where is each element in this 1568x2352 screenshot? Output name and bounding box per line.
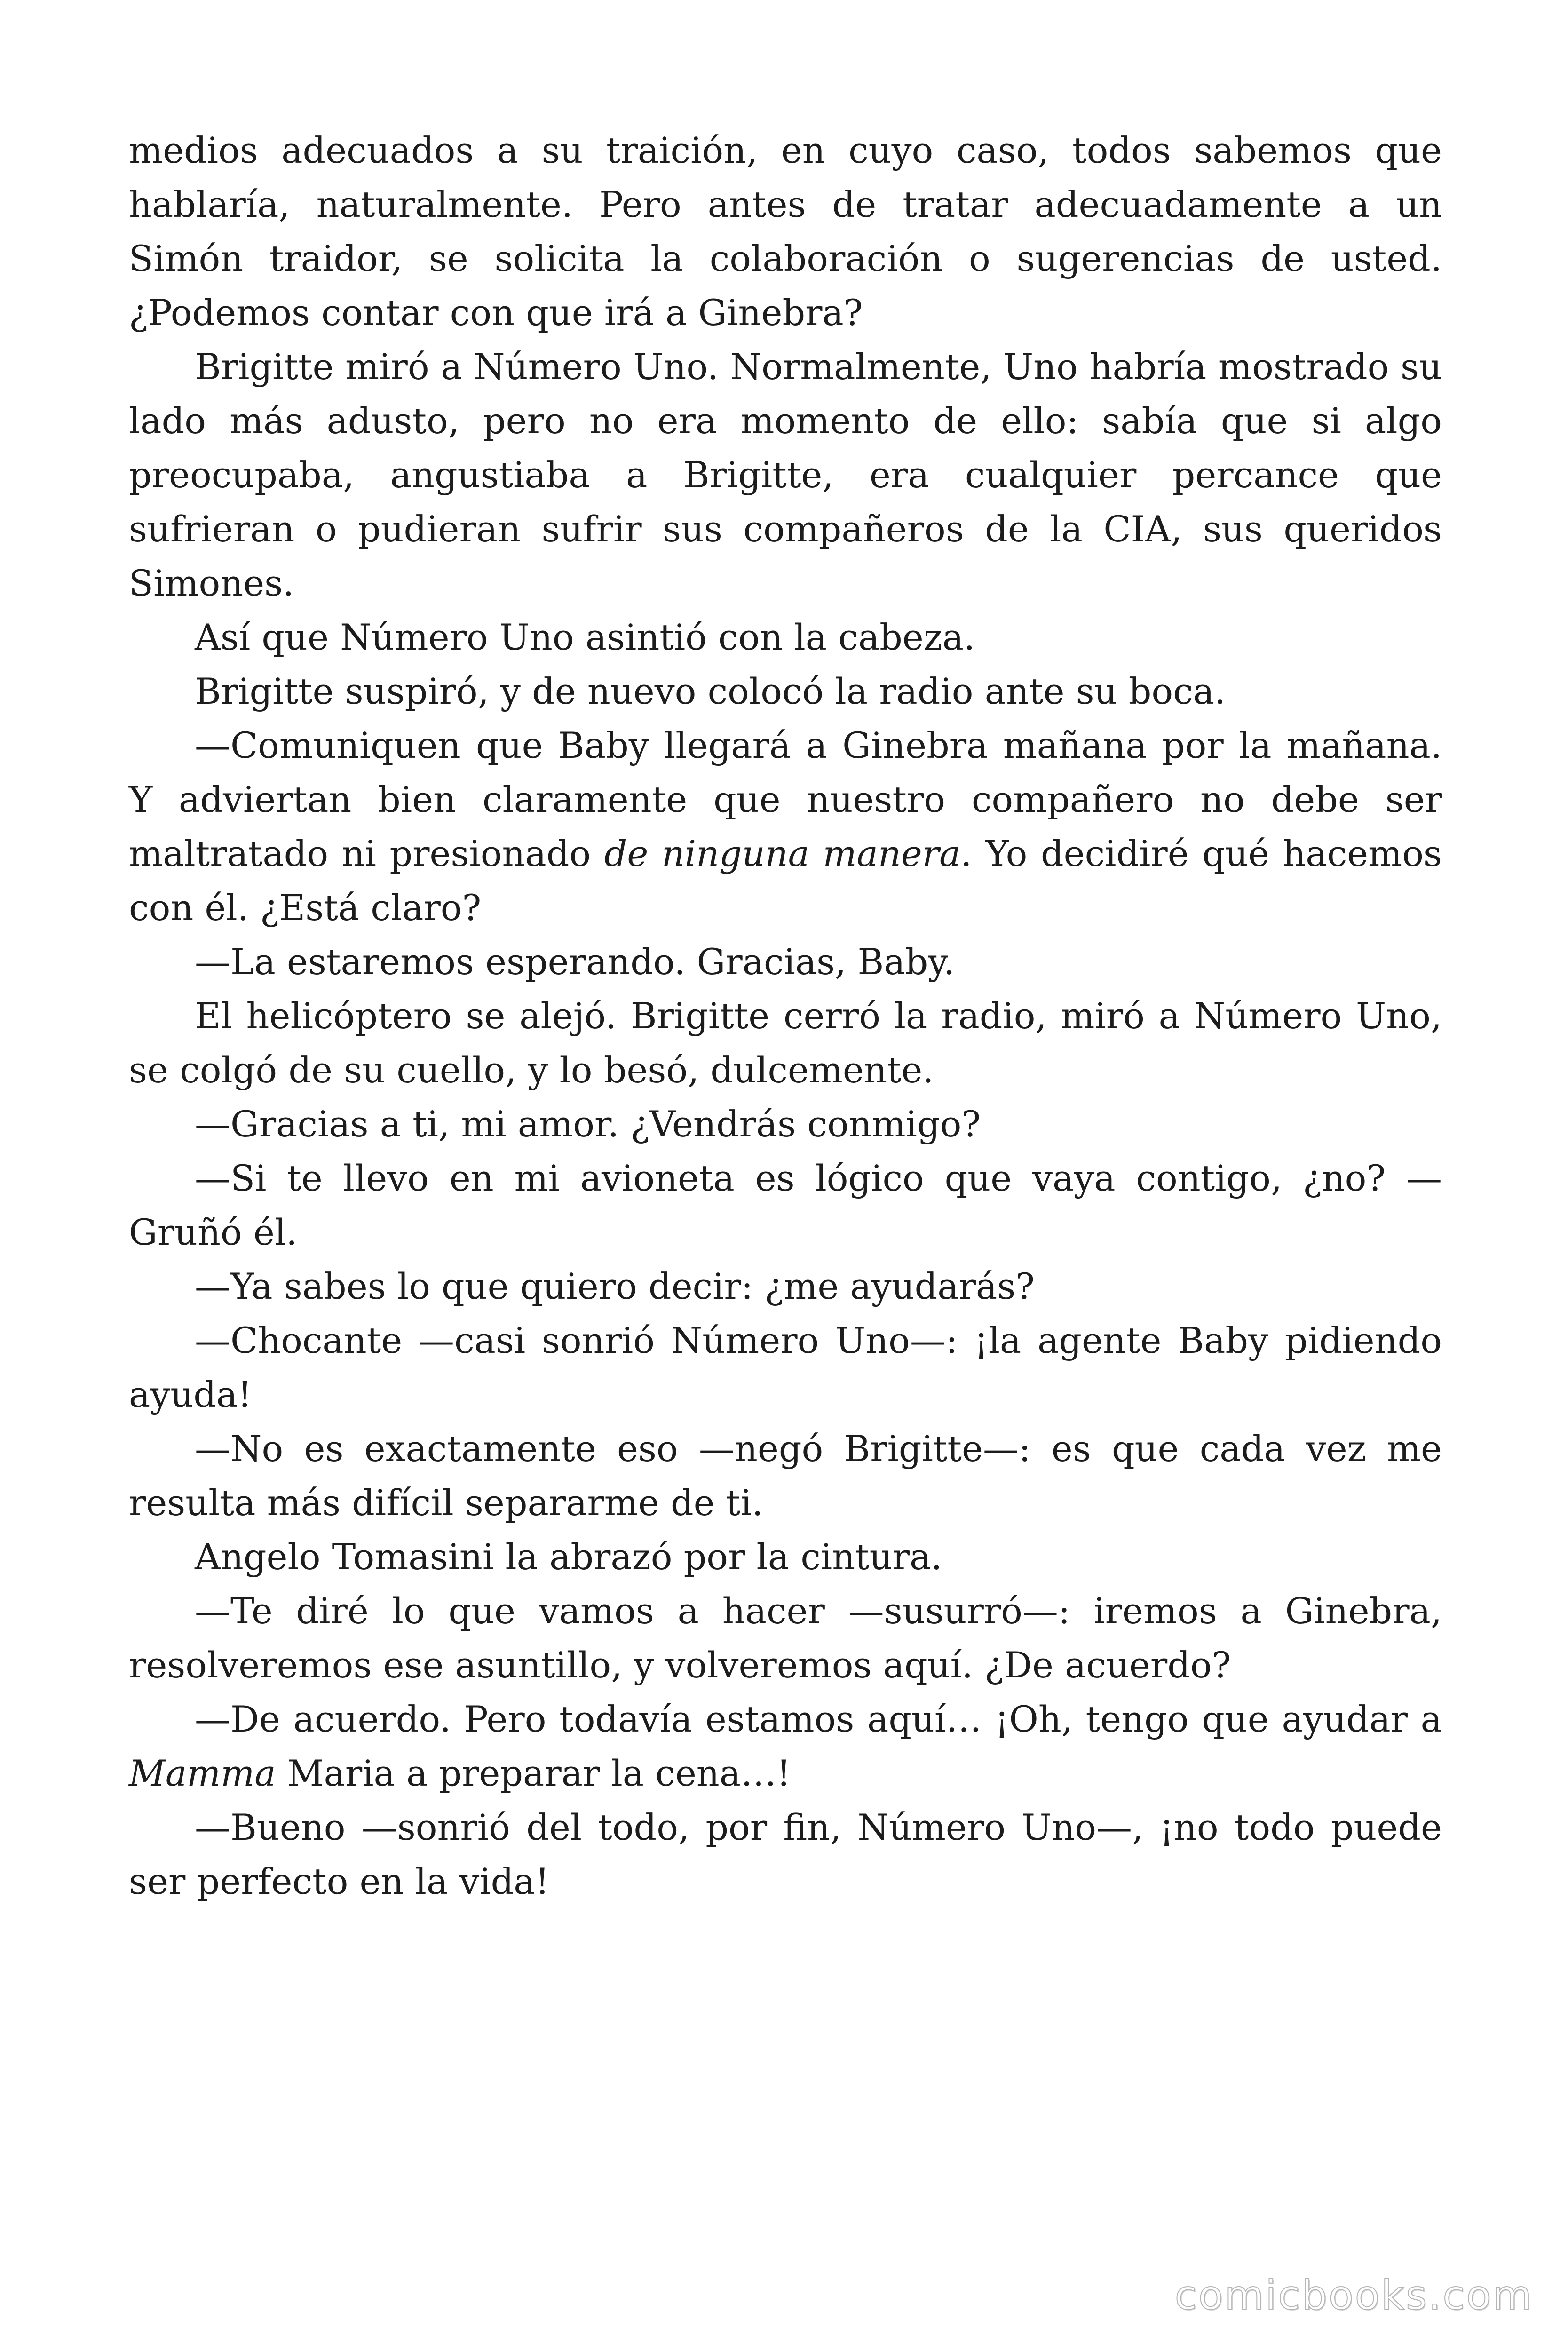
paragraph: Así que Número Uno asintió con la cabeza. bbox=[195, 616, 975, 658]
paragraph bbox=[129, 1692, 1442, 1800]
paragraph: —Si te llevo en mi avioneta es lógico que vaya contigo, ¿no? —Gruñó él. bbox=[129, 1157, 1442, 1253]
paragraph: Brigitte miró a Número Uno. Normalmente, Uno habría mostrado su lado más adusto, pero no era momento de ello: sabía que si algo preocupaba, angustiaba a Brigitte, era cualquier percance que sufrieran o pudieran sufrir sus compañeros de la CIA, sus queridos Simones. bbox=[129, 346, 1442, 604]
paragraph: —No es exactamente eso —negó Brigitte—: es que cada vez me resulta más difícil separarme de ti. bbox=[129, 1428, 1442, 1524]
paragraph: Angelo Tomasini la abrazó por la cintura. bbox=[195, 1536, 942, 1578]
paragraph: El helicóptero se alejó. Brigitte cerró la radio, miró a Número Uno, se colgó de su cuello, y lo besó, dulcemente. bbox=[129, 995, 1442, 1091]
paragraph: —Chocante —casi sonrió Número Uno—: ¡la agente Baby pidiendo ayuda! bbox=[129, 1319, 1442, 1415]
paragraph: medios adecuados a su traición, en cuyo caso, todos sabemos que hablaría, naturalmente. Pero antes de tratar adecuadamente a un Simón traidor, se solicita la colaboración o sugerencias de usted. ¿Podemos contar con que irá a Ginebra? bbox=[129, 129, 1442, 334]
paragraph bbox=[129, 718, 1442, 935]
text-run: . Yo decidiré qué hacemos con él. ¿Está claro? bbox=[129, 833, 1442, 929]
text-run: —Comuniquen que Baby llegará a Ginebra mañana por la mañana. Y adviertan bien claramente que nuestro compañero no debe ser maltratado ni presionado bbox=[129, 724, 1442, 874]
paragraph: —Bueno —sonrió del todo, por fin, Número Uno—, ¡no todo puede ser perfecto en la vida! bbox=[129, 1806, 1442, 1902]
paragraph: —Gracias a ti, mi amor. ¿Vendrás conmigo? bbox=[195, 1103, 981, 1145]
paragraph: —Ya sabes lo que quiero decir: ¿me ayudarás? bbox=[195, 1265, 1035, 1307]
paragraph: —La estaremos esperando. Gracias, Baby. bbox=[195, 941, 955, 983]
watermark-logo: comicbooks.com bbox=[1174, 2272, 1533, 2319]
text-run: Maria a preparar la cena…! bbox=[276, 1752, 791, 1794]
text-run: —De acuerdo. Pero todavía estamos aquí… ¡Oh, tengo que ayudar a bbox=[195, 1698, 1442, 1740]
italic-text: de ninguna manera bbox=[604, 833, 961, 874]
book-page-text bbox=[129, 123, 1442, 1908]
italic-text: Mamma bbox=[129, 1752, 276, 1794]
paragraph: Brigitte suspiró, y de nuevo colocó la radio ante su boca. bbox=[195, 670, 1226, 712]
paragraph: —Te diré lo que vamos a hacer —susurró—: iremos a Ginebra, resolveremos ese asuntillo, y volveremos aquí. ¿De acuerdo? bbox=[129, 1590, 1442, 1686]
